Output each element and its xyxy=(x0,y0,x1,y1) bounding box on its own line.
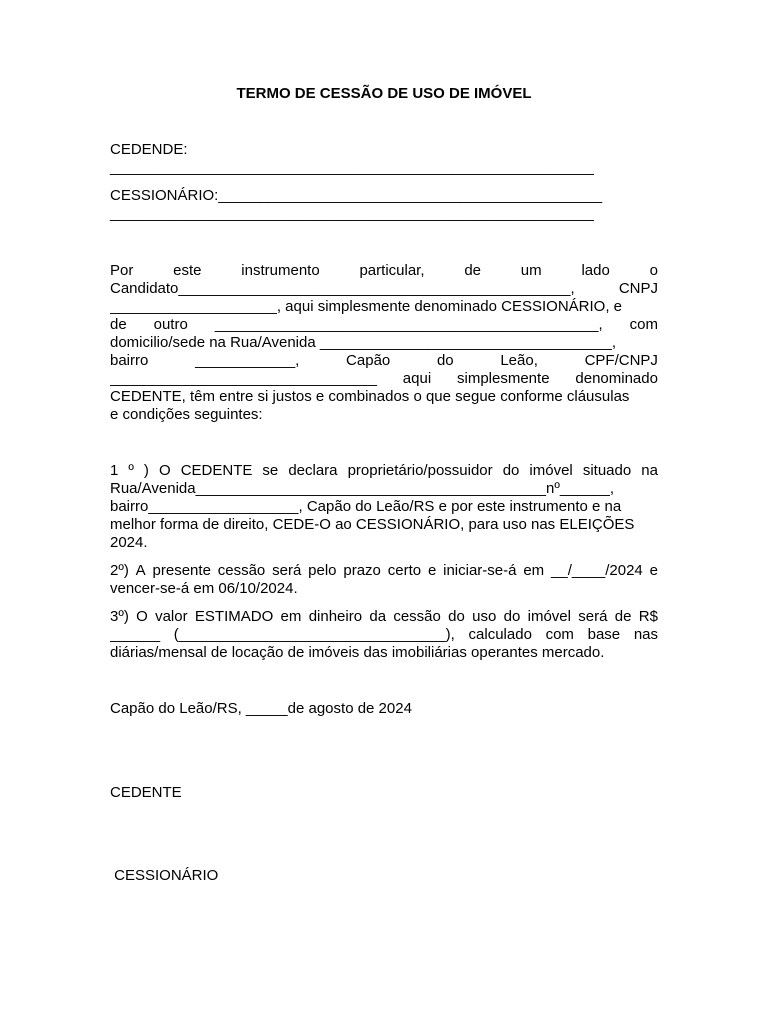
paragraph-word: outro xyxy=(153,316,188,333)
paragraph-word: proprietário/possuidor xyxy=(347,462,493,479)
paragraph-line xyxy=(110,626,658,644)
paragraph-line xyxy=(110,562,658,580)
paragraph-word: de xyxy=(110,316,127,333)
paragraph-word: O xyxy=(136,608,148,625)
date-line: Capão do Leão/RS, _____de agosto de 2024 xyxy=(110,700,412,717)
paragraph-word: 2º) xyxy=(110,562,129,579)
paragraph-word: o xyxy=(649,262,658,279)
paragraph-word: ____________, xyxy=(195,352,300,369)
paragraph-word: vencer-se-á em 06/10/2024. xyxy=(110,580,298,597)
paragraph-word: na xyxy=(641,462,658,479)
paragraph-word: em xyxy=(523,562,545,579)
paragraph-word: um xyxy=(520,262,542,279)
paragraph-word: calculado xyxy=(468,626,532,643)
paragraph-word: uso xyxy=(472,608,497,625)
clause-3-paragraph xyxy=(110,608,658,662)
paragraph-word: º xyxy=(128,462,134,479)
paragraph-line xyxy=(110,516,658,534)
paragraph-word: (________________________________), xyxy=(173,626,455,643)
paragraph-word: 3º) xyxy=(110,608,129,625)
paragraph-line xyxy=(110,580,658,598)
paragraph-word: imóvel xyxy=(527,608,571,625)
paragraph-word: do xyxy=(448,608,465,625)
paragraph-line xyxy=(110,644,658,662)
paragraph-word: de xyxy=(614,608,632,625)
paragraph-word: simplesmente xyxy=(457,370,550,387)
paragraph-word: Leão, xyxy=(500,352,538,369)
paragraph-word: se xyxy=(262,462,279,479)
paragraph-line xyxy=(110,298,658,316)
paragraph-word: denominado xyxy=(575,370,658,387)
paragraph-line xyxy=(110,280,658,298)
paragraph-line xyxy=(110,608,658,626)
paragraph-word: cessão xyxy=(393,608,441,625)
paragraph-word: melhor forma de direito, CEDE-O ao CESSIONÁRIO, para uso nas ELEIÇÕES xyxy=(110,516,635,533)
paragraph-word: em xyxy=(280,608,302,625)
paragraph-word: bairro xyxy=(110,352,149,369)
paragraph-word: bairro__________________, Capão do Leão/RS e por este instrumento e na xyxy=(110,498,622,515)
paragraph-word: ______________________________________________, xyxy=(214,316,603,333)
paragraph-word: valor xyxy=(155,608,188,625)
paragraph-word: declara xyxy=(288,462,338,479)
paragraph-word: do xyxy=(503,608,521,625)
paragraph-word: nas xyxy=(633,626,658,643)
paragraph-word: lado xyxy=(581,262,610,279)
clause-1-paragraph xyxy=(110,462,658,552)
paragraph-word: dinheiro xyxy=(308,608,363,625)
paragraph-line xyxy=(110,462,658,480)
paragraph-word: iniciar-se-á xyxy=(443,562,517,579)
paragraph-line xyxy=(110,370,658,388)
paragraph-line xyxy=(110,406,658,424)
paragraph-line xyxy=(110,262,658,280)
paragraph-word: O xyxy=(158,462,171,479)
signature-cedente: CEDENTE xyxy=(110,784,182,801)
paragraph-word: CPF/CNPJ xyxy=(584,352,658,369)
intro-paragraph xyxy=(110,262,658,424)
paragraph-word: situado xyxy=(582,462,632,479)
clause-2-paragraph xyxy=(110,562,658,598)
paragraph-word: certo xyxy=(387,562,422,579)
paragraph-word: ) xyxy=(143,462,149,479)
paragraph-word: ________________________________ xyxy=(110,370,377,387)
paragraph-word: Candidato_______________________________________________, xyxy=(110,280,575,297)
paragraph-word: A xyxy=(135,562,146,579)
paragraph-line xyxy=(110,480,658,498)
paragraph-word: este xyxy=(173,262,202,279)
paragraph-word: será xyxy=(272,562,302,579)
cessionario-blank-line: __________________________________________________________ xyxy=(110,205,594,222)
paragraph-word: imóvel xyxy=(529,462,573,479)
paragraph-line xyxy=(110,388,658,406)
paragraph-word: CEDENTE, têm entre si justos e combinados o que segue conforme cláusulas xyxy=(110,388,630,405)
paragraph-word: ______ xyxy=(110,626,161,643)
paragraph-word: de xyxy=(464,262,481,279)
paragraph-word: domicilio/sede na Rua/Avenida ___________________________________, xyxy=(110,334,617,351)
paragraph-line xyxy=(110,352,658,370)
paragraph-word: da xyxy=(369,608,387,625)
paragraph-word: CEDENTE xyxy=(180,462,253,479)
paragraph-line xyxy=(110,498,658,516)
paragraph-word: e xyxy=(427,562,437,579)
paragraph-word: pelo xyxy=(308,562,337,579)
paragraph-word: Rua/Avenida__________________________________________nº______, xyxy=(110,480,615,497)
paragraph-line xyxy=(110,534,658,552)
signature-cessionario: CESSIONÁRIO xyxy=(110,867,219,884)
paragraph-word: instrumento xyxy=(241,262,320,279)
paragraph-word: Por xyxy=(110,262,134,279)
paragraph-word: particular, xyxy=(359,262,425,279)
paragraph-word: diárias/mensal de locação de imóveis das imobiliárias operantes mercado. xyxy=(110,644,605,661)
paragraph-word: com xyxy=(629,316,658,333)
paragraph-word: ESTIMADO xyxy=(194,608,274,625)
paragraph-word: e xyxy=(649,562,658,579)
paragraph-word: do xyxy=(436,352,454,369)
paragraph-line xyxy=(110,316,658,334)
cedente-label: CEDENDE: xyxy=(110,141,188,158)
paragraph-word: base xyxy=(587,626,621,643)
paragraph-word: com xyxy=(545,626,574,643)
paragraph-word: será xyxy=(578,608,608,625)
paragraph-word: 2024. xyxy=(110,534,148,551)
cedente-blank-line: __________________________________________________________ xyxy=(110,159,594,176)
paragraph-word: cessão xyxy=(217,562,266,579)
paragraph-word: R$ xyxy=(638,608,658,625)
paragraph-word: 1 xyxy=(110,462,119,479)
paragraph-line xyxy=(110,334,658,352)
paragraph-word: prazo xyxy=(343,562,381,579)
paragraph-word: __/____/2024 xyxy=(551,562,643,579)
paragraph-word: Capão xyxy=(346,352,391,369)
paragraph-word: CNPJ xyxy=(618,280,658,297)
paragraph-word: e condições seguintes: xyxy=(110,406,263,423)
paragraph-word: do xyxy=(502,462,520,479)
document-title: TERMO DE CESSÃO DE USO DE IMÓVEL xyxy=(236,85,532,102)
paragraph-word: ____________________, aqui simplesmente denominado CESSIONÁRIO, e xyxy=(110,298,623,315)
paragraph-word: aqui xyxy=(402,370,432,387)
cessionario-label: CESSIONÁRIO:______________________________________________ xyxy=(110,187,603,204)
paragraph-word: presente xyxy=(152,562,211,579)
